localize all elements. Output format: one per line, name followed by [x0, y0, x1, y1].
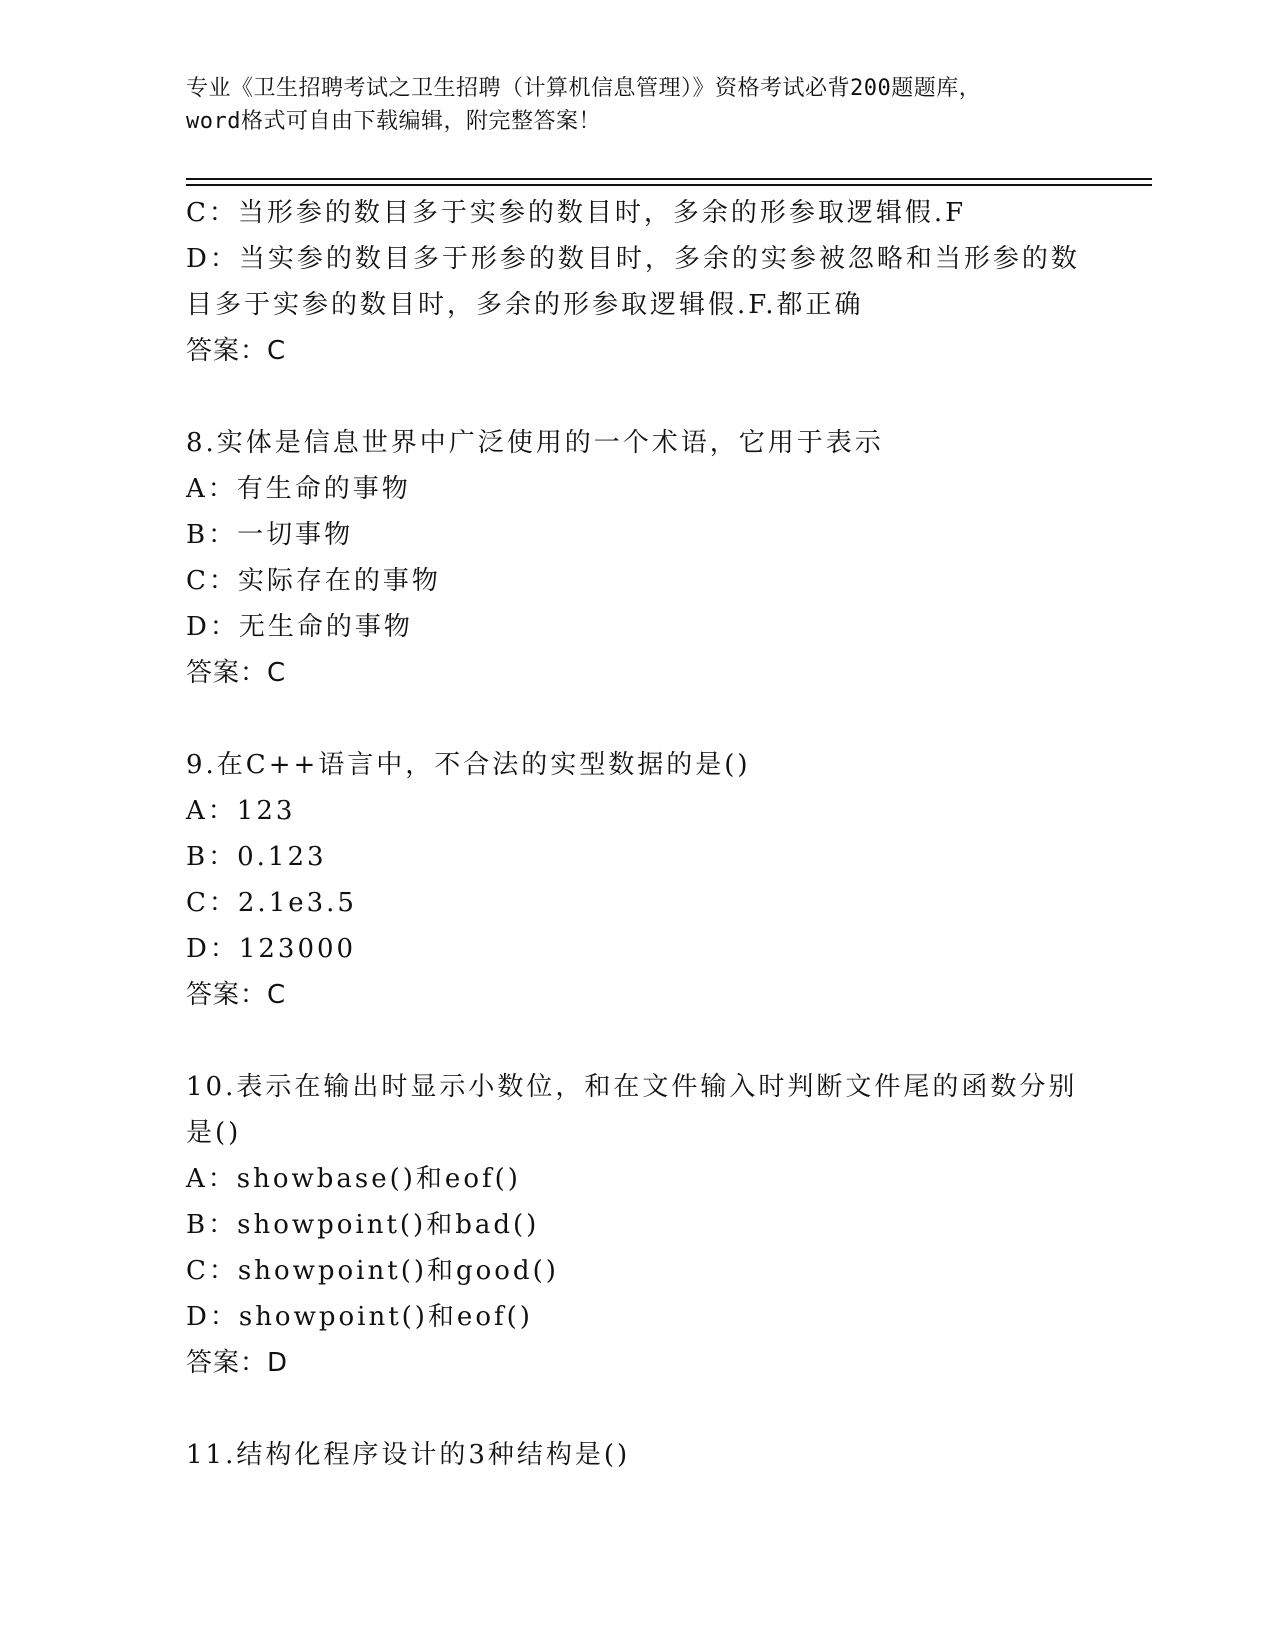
- option-c: C：当形参的数目多于实参的数目时，多余的形参取逻辑假.F: [186, 198, 967, 228]
- option-a: A：有生命的事物: [186, 474, 411, 504]
- answer-line: 答案：D: [186, 1348, 289, 1378]
- question-10: [186, 1064, 1086, 1386]
- option-c: C：实际存在的事物: [186, 566, 441, 596]
- option-c: C：2.1e3.5: [186, 888, 357, 918]
- question-text: 11.结构化程序设计的3种结构是(): [186, 1440, 631, 1470]
- header-divider-top: [186, 178, 1152, 180]
- spacer: [186, 374, 1086, 420]
- question-9: [186, 742, 1086, 1018]
- option-d: D：showpoint()和eof(): [186, 1302, 533, 1332]
- answer-line: 答案：C: [186, 980, 287, 1010]
- option-d: D：当实参的数目多于形参的数目时，多余的实参被忽略和当形参的数目多于实参的数目时，多余的形参取逻辑假.F.都正确: [186, 244, 1080, 320]
- document-body: [186, 190, 1086, 1478]
- option-b: B：showpoint()和bad(): [186, 1210, 540, 1240]
- question-text: 9.在C++语言中，不合法的实型数据的是(): [186, 750, 751, 780]
- answer-line: 答案：C: [186, 336, 287, 366]
- question-text: 8.实体是信息世界中广泛使用的一个术语，它用于表示: [186, 428, 884, 458]
- spacer: [186, 696, 1086, 742]
- question-11: [186, 1432, 1086, 1478]
- option-c: C：showpoint()和good(): [186, 1256, 559, 1286]
- answer-line: 答案：C: [186, 658, 287, 688]
- spacer: [186, 1018, 1086, 1064]
- previous-question-continuation: [186, 190, 1086, 374]
- document-header: [186, 72, 1086, 138]
- question-8: [186, 420, 1086, 696]
- option-a: A：123: [186, 796, 296, 826]
- header-line-1: 专业《卫生招聘考试之卫生招聘（计算机信息管理）》资格考试必背200题题库，: [186, 76, 982, 101]
- question-text: 10.表示在输出时显示小数位，和在文件输入时判断文件尾的函数分别是(): [186, 1072, 1078, 1148]
- option-d: D：无生命的事物: [186, 612, 413, 642]
- option-b: B：一切事物: [186, 520, 354, 550]
- option-d: D：123000: [186, 934, 357, 964]
- spacer: [186, 1386, 1086, 1432]
- option-a: A：showbase()和eof(): [186, 1164, 521, 1194]
- header-line-2: word格式可自由下载编辑，附完整答案！: [186, 109, 601, 134]
- header-divider-bottom: [186, 184, 1152, 186]
- option-b: B：0.123: [186, 842, 327, 872]
